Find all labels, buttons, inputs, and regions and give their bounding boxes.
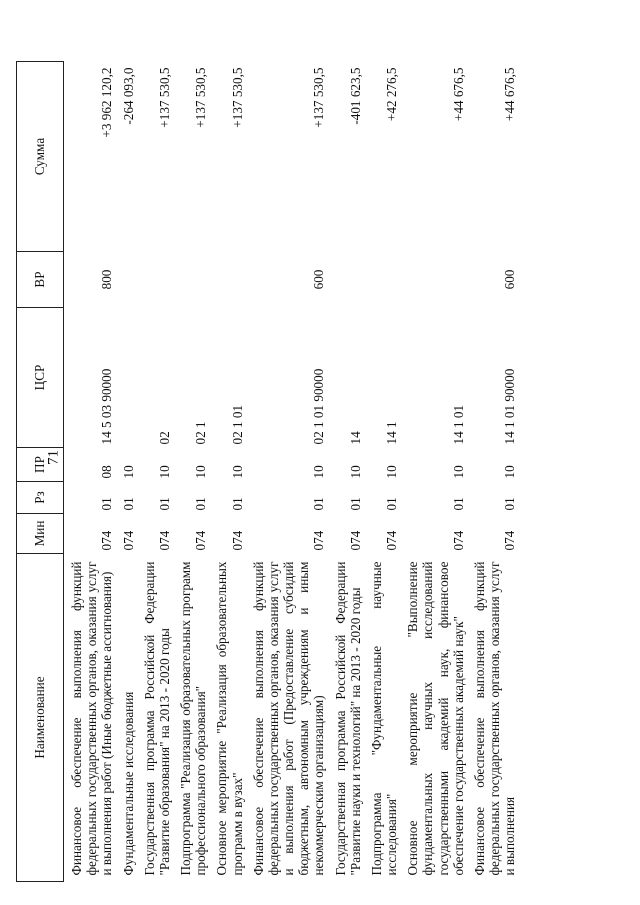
cell-pr: 10 — [450, 465, 466, 479]
table-row — [364, 62, 400, 882]
cell-min: 074 — [229, 530, 245, 551]
cell-vr — [209, 252, 245, 308]
cell-min: 074 — [502, 530, 518, 551]
cell-min: 074 — [120, 530, 136, 551]
table-row — [137, 62, 173, 882]
cell-rz: 01 — [450, 497, 466, 511]
cell-csr: 14 1 01 — [450, 404, 466, 445]
cell-csr: 14 5 03 90000 — [99, 368, 115, 445]
cell-name: Финансовое обеспечение выполнения функций федеральных государственных органов, оказания услуг и выполнения — [471, 561, 518, 876]
cell-name: Основное мероприятие "Реализация образовательных программ в вузах" — [214, 561, 245, 876]
header-min: Мин — [17, 514, 64, 554]
header-sum: Сумма — [17, 62, 64, 252]
cell-name: Государственная программа Российской Федерации "Развитие науки и технологий" на 2013 - 2020 годы — [332, 561, 363, 876]
cell-sum: +42 276,5 — [384, 67, 400, 122]
rotated-page-content — [16, 62, 616, 882]
cell-name: Финансовое обеспечение выполнения функций федеральных государственных органов, оказания услуг и выполнения работ (Иные бюджетные ассигнования) — [69, 561, 115, 876]
cell-rz: 01 — [347, 497, 363, 511]
cell-min: 074 — [193, 530, 209, 551]
table-row — [209, 62, 245, 882]
cell-rz: 01 — [311, 497, 327, 511]
cell-pr: 10 — [120, 465, 136, 479]
cell-csr: 02 1 01 — [229, 404, 245, 445]
cell-min: 074 — [347, 530, 363, 551]
cell-sum: +137 530,5 — [193, 67, 209, 128]
cell-vr: 600 — [311, 269, 327, 290]
cell-sum: -401 623,5 — [347, 67, 363, 125]
cell-min: 074 — [99, 530, 115, 551]
cell-rz: 01 — [193, 497, 209, 511]
table-row — [400, 62, 467, 882]
cell-name: Государственная программа Российской Федерации "Развитие образования" на 2013 - 2020 годы — [141, 561, 172, 876]
cell-csr: 14 — [347, 431, 363, 445]
cell-vr — [173, 252, 209, 308]
cell-min: 074 — [450, 530, 466, 551]
cell-csr: 02 — [156, 431, 172, 445]
cell-rz: 01 — [120, 497, 136, 511]
cell-pr: 10 — [156, 465, 172, 479]
cell-rz: 01 — [99, 497, 115, 511]
cell-pr: 10 — [347, 465, 363, 479]
cell-csr: 02 1 01 90000 — [311, 368, 327, 445]
cell-vr — [116, 252, 137, 308]
page-number: 71 — [45, 450, 62, 465]
cell-rz: 01 — [384, 497, 400, 511]
cell-vr — [328, 252, 364, 308]
cell-min: 074 — [156, 530, 172, 551]
cell-sum: +137 530,5 — [156, 67, 172, 128]
cell-vr: 600 — [502, 269, 518, 290]
cell-sum: +44 676,5 — [502, 67, 518, 122]
header-rz: Рз — [17, 482, 64, 514]
cell-sum: +137 530,5 — [311, 67, 327, 128]
table-row — [467, 62, 519, 882]
cell-sum: +137 530,5 — [229, 67, 245, 128]
table-header — [17, 62, 64, 882]
table-body — [64, 62, 519, 882]
table-row — [173, 62, 209, 882]
cell-rz: 01 — [502, 497, 518, 511]
cell-rz: 01 — [156, 497, 172, 511]
cell-vr — [364, 252, 400, 308]
cell-pr: 10 — [384, 465, 400, 479]
cell-vr — [137, 252, 173, 308]
header-name: Наименование — [17, 554, 64, 882]
cell-min: 074 — [311, 530, 327, 551]
cell-sum: -264 093,0 — [120, 67, 136, 125]
cell-pr: 10 — [229, 465, 245, 479]
cell-sum: +3 962 120,2 — [99, 67, 115, 138]
table-row — [328, 62, 364, 882]
cell-name: Фундаментальные исследования — [120, 691, 136, 876]
table-row — [246, 62, 328, 882]
cell-min: 074 — [384, 530, 400, 551]
budget-table — [16, 61, 518, 882]
cell-rz: 01 — [229, 497, 245, 511]
cell-name: Подпрограмма "Фундаментальные научные исследования" — [368, 561, 400, 876]
cell-name: Финансовое обеспечение выполнения функций федеральных государственных органов, оказания услуг и выполнения работ (Предоставление субсидий бюджетным, автономным учреждениям и иным некоммерческим организациям) — [250, 561, 327, 876]
cell-pr: 10 — [193, 465, 209, 479]
cell-name: Основное мероприятие "Выполнение фундаментальных научных исследований государственными академий наук, финансовое обеспечение государственных академий наук" — [405, 561, 466, 876]
table-row — [116, 62, 137, 882]
cell-csr — [116, 308, 137, 448]
cell-sum: +44 676,5 — [450, 67, 466, 122]
table-row — [64, 62, 116, 882]
cell-csr: 02 1 — [193, 421, 209, 445]
header-csr: ЦСР — [17, 308, 64, 448]
cell-name: Подпрограмма "Реализация образовательных программ профессионального образования" — [178, 561, 209, 876]
cell-vr: 800 — [99, 269, 115, 290]
cell-pr: 08 — [99, 465, 115, 479]
header-pr: ПР — [17, 448, 64, 482]
header-vr: ВР — [17, 252, 64, 308]
cell-pr: 10 — [311, 465, 327, 479]
cell-pr: 10 — [502, 465, 518, 479]
cell-vr — [400, 252, 467, 308]
cell-csr: 14 1 01 90000 — [502, 368, 518, 445]
cell-csr: 14 1 — [384, 421, 400, 445]
